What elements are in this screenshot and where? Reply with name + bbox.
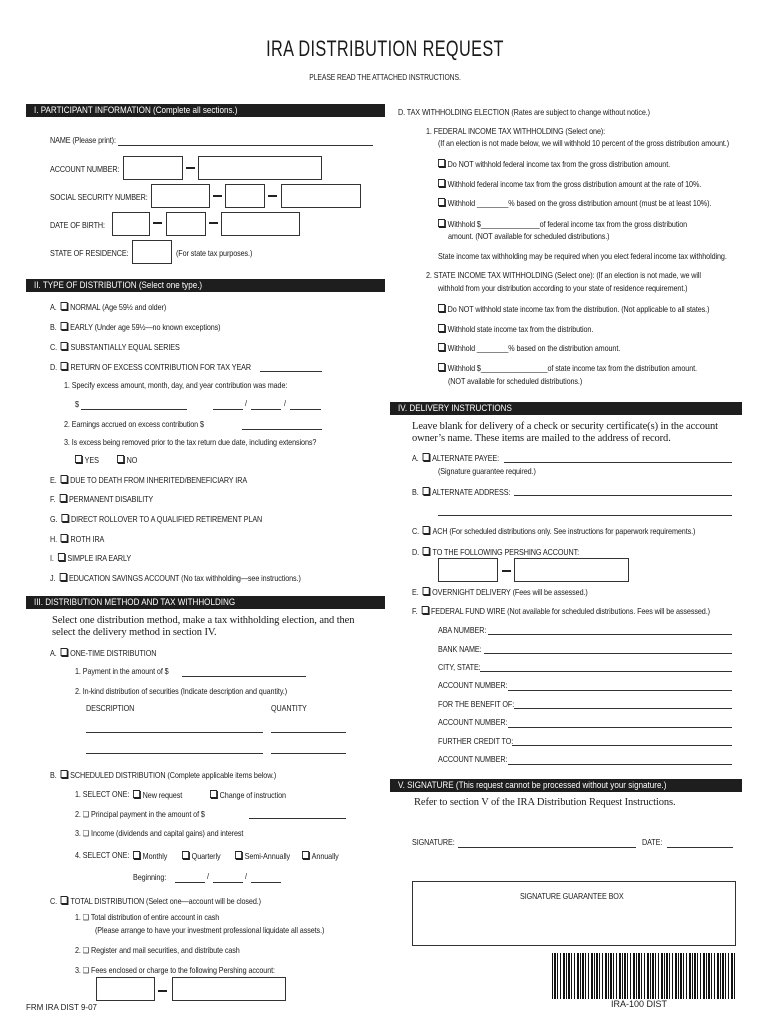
income-option[interactable]: 3. ❑ Income (dividends and capital gains) and interest	[75, 829, 244, 838]
section5-intro: Refer to section V of the IRA Distribution Request Instructions.	[414, 797, 676, 808]
pershing-account-option[interactable]: D. TO THE FOLLOWING PERSHING ACCOUNT:	[412, 548, 580, 557]
ach-option[interactable]: C. ACH (For scheduled distributions only. See instructions for paperwork requirements.)	[412, 527, 696, 536]
ssn-part2-box[interactable]	[225, 184, 265, 208]
checkbox-icon	[133, 851, 140, 859]
quantity-header: QUANTITY	[271, 704, 307, 713]
total-distribution-option[interactable]: C. TOTAL DISTRIBUTION (Select one—account will be closed.)	[50, 897, 261, 906]
signature-guarantee-label: SIGNATURE GUARANTEE BOX	[520, 892, 624, 901]
state-opt-dollar-note: (NOT available for scheduled distributions.)	[448, 377, 583, 386]
excess-month-field[interactable]	[213, 409, 243, 410]
dist-type-h[interactable]: H. ROTH IRA	[50, 535, 105, 544]
alternate-address-field-1[interactable]	[514, 495, 732, 496]
city-state-label: CITY, STATE:	[438, 663, 481, 672]
checkbox-icon	[438, 363, 445, 371]
section3-header: III. DISTRIBUTION METHOD AND TAX WITHHOLDING	[26, 596, 385, 609]
fees-account-prefix-box[interactable]	[96, 977, 155, 1001]
freq-semi-annually[interactable]: Semi-Annually	[235, 851, 290, 862]
fees-account-dash	[158, 990, 167, 992]
state-withholding-heading-2: withhold from your distribution according to your state of residence requirement.)	[438, 284, 688, 293]
frequency-label: 4. SELECT ONE:	[75, 851, 130, 860]
earnings-label: 2. Earnings accrued on excess contribution $	[64, 420, 204, 429]
description-header: DESCRIPTION	[86, 704, 135, 713]
checkbox-icon	[61, 342, 68, 350]
slash: /	[284, 399, 286, 408]
federal-withholding-note: (If an election is not made below, we will withhold 10 percent of the gross distribution amount.)	[438, 139, 730, 148]
change-instruction-option[interactable]: Change of instruction	[210, 790, 286, 801]
checkbox-icon	[59, 494, 66, 502]
fees-option[interactable]: 3. ❑ Fees enclosed or charge to the following Pershing account:	[75, 966, 275, 975]
state-opt-withhold[interactable]: Withhold state income tax from the distribution.	[438, 324, 593, 335]
ssn-part1-box[interactable]	[151, 184, 210, 208]
checkbox-icon	[438, 324, 445, 332]
pershing-dash	[502, 570, 511, 572]
checkbox-icon	[60, 770, 67, 778]
section1-header: I. PARTICIPANT INFORMATION (Complete all sections.)	[26, 104, 385, 117]
dist-type-g[interactable]: G. DIRECT ROLLOVER TO A QUALIFIED RETIREMENT PLAN	[50, 515, 263, 524]
checkbox-icon	[60, 648, 67, 656]
checkbox-icon	[210, 790, 217, 798]
payment-amount-field[interactable]	[182, 676, 306, 677]
bank-name-label: BANK NAME:	[438, 645, 482, 654]
beginning-label: Beginning:	[133, 873, 167, 882]
alternate-address-field-2[interactable]	[438, 515, 732, 516]
wire-account-label: ACCOUNT NUMBER:	[438, 681, 508, 690]
barcode-image	[552, 953, 736, 999]
excess-year-field[interactable]	[290, 409, 321, 410]
description-field-2[interactable]	[86, 753, 263, 754]
form-id-right: IRA-100 DIST	[611, 999, 668, 1009]
section3-intro: Select one distribution method, make a tax withholding election, and then select the delivery method in section IV.	[52, 615, 355, 639]
account-number-prefix-box[interactable]	[123, 156, 183, 180]
aba-number-label: ABA NUMBER:	[438, 626, 487, 635]
checkbox-icon	[117, 455, 124, 463]
liquidate-note: (Please arrange to have your investment professional liquidate all assets.)	[95, 926, 325, 935]
checkbox-icon	[59, 573, 66, 581]
dollar-sign: $	[75, 400, 79, 409]
checkbox-icon	[422, 453, 429, 461]
slash: /	[245, 399, 247, 408]
checkbox-icon	[438, 179, 445, 187]
ssn-dash-2	[268, 195, 277, 197]
state-opt-percent[interactable]: Withhold ________% based on the distribution amount.	[438, 343, 620, 354]
dist-type-b[interactable]: B. EARLY (Under age 59½—no known exceptions)	[50, 323, 221, 332]
freq-annually[interactable]: Annually	[302, 851, 339, 862]
slash: /	[245, 872, 247, 881]
benefit-account-label: ACCOUNT NUMBER:	[438, 718, 508, 727]
city-state-field[interactable]	[480, 671, 732, 672]
pershing-account-main-box[interactable]	[514, 558, 629, 582]
fed-fund-wire-option[interactable]: F. FEDERAL FUND WIRE (Not available for scheduled distributions. Fees will be assessed.)	[412, 607, 710, 616]
state-opt-no-withhold[interactable]: Do NOT withhold state income tax from the distribution. (Not applicable to all states.)	[438, 304, 709, 315]
checkbox-icon	[61, 896, 68, 904]
checkbox-icon	[302, 851, 309, 859]
in-kind-label: 2. In-kind distribution of securities (Indicate description and quantity.)	[75, 687, 288, 696]
signature-guarantee-box[interactable]	[412, 881, 736, 946]
further-credit-field[interactable]	[512, 745, 732, 746]
state-tax-note: (For state tax purposes.)	[176, 249, 253, 258]
benefit-of-label: FOR THE BENEFIT OF:	[438, 700, 515, 709]
checkbox-icon	[235, 851, 242, 859]
tax-withholding-heading: D. TAX WITHHOLDING ELECTION (Rates are subject to change without notice.)	[398, 108, 650, 117]
no-option[interactable]: NO	[117, 455, 137, 466]
dob-month-box[interactable]	[112, 212, 150, 236]
checkbox-icon	[61, 362, 68, 370]
overnight-delivery-option[interactable]: E. OVERNIGHT DELIVERY (Fees will be assessed.)	[412, 588, 588, 597]
state-withholding-heading: 2. STATE INCOME TAX WITHHOLDING (Select one): (If an election is not made, we will	[426, 271, 701, 280]
ssn-label: SOCIAL SECURITY NUMBER:	[50, 193, 148, 202]
one-time-distribution-option[interactable]: A. ONE-TIME DISTRIBUTION	[50, 649, 157, 658]
federal-withholding-heading: 1. FEDERAL INCOME TAX WITHHOLDING (Select one):	[426, 127, 606, 136]
signature-field[interactable]	[458, 847, 636, 848]
section2-header: II. TYPE OF DISTRIBUTION (Select one type.)	[26, 279, 385, 292]
credit-account-label: ACCOUNT NUMBER:	[438, 755, 508, 764]
credit-account-field[interactable]	[508, 764, 732, 765]
checkbox-icon	[423, 526, 430, 534]
dist-type-e[interactable]: E. DUE TO DEATH FROM INHERITED/BENEFICIARY IRA	[50, 476, 248, 485]
alternate-address-option[interactable]: B. ALTERNATE ADDRESS:	[412, 488, 511, 497]
total-cash-option[interactable]: 1. ❑ Total distribution of entire account in cash	[75, 913, 220, 922]
excess-day-field[interactable]	[251, 409, 281, 410]
date-label: DATE:	[642, 838, 663, 847]
fed-opt-percent[interactable]: Withhold ________% based on the gross distribution amount (must be at least 10%).	[438, 198, 711, 209]
alternate-payee-field[interactable]	[504, 462, 732, 463]
checkbox-icon	[60, 302, 67, 310]
ssn-part3-box[interactable]	[281, 184, 361, 208]
name-field[interactable]	[118, 145, 373, 146]
dist-type-f[interactable]: F. PERMANENT DISABILITY	[50, 495, 154, 504]
aba-number-field[interactable]	[488, 634, 732, 635]
checkbox-icon	[61, 534, 68, 542]
section4-header: IV. DELIVERY INSTRUCTIONS	[390, 402, 742, 415]
checkbox-icon	[423, 547, 430, 555]
quantity-field-2[interactable]	[271, 753, 346, 754]
excess-amount-instruction: 1. Specify excess amount, month, day, and year contribution was made:	[64, 381, 288, 390]
payment-amount-label: 1. Payment in the amount of $	[75, 667, 169, 676]
excess-removed-question: 3. Is excess being removed prior to the tax return due date, including extensions?	[64, 438, 317, 447]
quantity-field-1[interactable]	[271, 732, 346, 733]
bank-name-field[interactable]	[484, 653, 732, 654]
freq-monthly[interactable]: Monthly	[133, 851, 167, 862]
principal-amount-field[interactable]	[249, 818, 346, 819]
state-residence-label: STATE OF RESIDENCE:	[50, 249, 129, 258]
dist-type-j[interactable]: J. EDUCATION SAVINGS ACCOUNT (No tax withholding—see instructions.)	[50, 574, 301, 583]
checkbox-icon	[438, 343, 445, 351]
fed-opt-no-withhold[interactable]: Do NOT withhold federal income tax from the gross distribution amount.	[438, 159, 670, 170]
earnings-field[interactable]	[242, 429, 322, 430]
pershing-account-prefix-box[interactable]	[438, 558, 498, 582]
account-number-main-box[interactable]	[198, 156, 322, 180]
yes-option[interactable]: YES	[75, 455, 99, 466]
dob-label: DATE OF BIRTH:	[50, 221, 105, 230]
register-mail-option[interactable]: 2. ❑ Register and mail securities, and distribute cash	[75, 946, 240, 955]
new-request-option[interactable]: New request	[133, 790, 182, 801]
state-opt-dollar[interactable]: Withhold $_________________of state income tax from the distribution amount.	[438, 363, 697, 374]
signature-guarantee-note: (Signature guarantee required.)	[438, 467, 536, 476]
slash: /	[207, 872, 209, 881]
begin-day-field[interactable]	[213, 882, 243, 883]
begin-year-field[interactable]	[251, 882, 281, 883]
account-number-label: ACCOUNT NUMBER:	[50, 165, 120, 174]
dob-dash-2	[209, 222, 218, 224]
checkbox-icon	[421, 606, 428, 614]
fed-opt-dollar-note: amount. (NOT available for scheduled distributions.)	[448, 232, 610, 241]
checkbox-icon	[438, 198, 445, 206]
principal-payment-option[interactable]: 2. ❑ Principal payment in the amount of $	[75, 810, 205, 819]
fees-account-main-box[interactable]	[172, 977, 286, 1001]
checkbox-icon	[133, 790, 140, 798]
name-label: NAME (Please print):	[50, 136, 116, 145]
form-id-left: FRM IRA DIST 9-07	[26, 1003, 97, 1012]
checkbox-icon	[422, 587, 429, 595]
begin-month-field[interactable]	[175, 882, 205, 883]
date-field[interactable]	[667, 847, 733, 848]
checkbox-icon	[60, 475, 67, 483]
dob-year-box[interactable]	[221, 212, 300, 236]
tax-year-field[interactable]	[260, 371, 322, 372]
checkbox-icon	[438, 304, 445, 312]
checkbox-icon	[60, 322, 67, 330]
benefit-of-field[interactable]	[514, 708, 732, 709]
freq-quarterly[interactable]: Quarterly	[182, 851, 221, 862]
benefit-account-field[interactable]	[508, 727, 732, 728]
state-residence-box[interactable]	[132, 240, 172, 264]
checkbox-icon	[182, 851, 189, 859]
ssn-dash-1	[213, 195, 222, 197]
dist-type-i[interactable]: I. SIMPLE IRA EARLY	[50, 554, 132, 563]
scheduled-distribution-option[interactable]: B. SCHEDULED DISTRIBUTION (Complete applicable items below.)	[50, 771, 277, 780]
description-field-1[interactable]	[86, 732, 263, 733]
dist-type-a[interactable]: A. NORMAL (Age 59½ and older)	[50, 303, 167, 312]
section4-intro: Leave blank for delivery of a check or security certificate(s) in the account owner’s name. These items are mailed to the address of record.	[412, 421, 718, 445]
account-dash	[186, 167, 195, 169]
checkbox-icon	[61, 514, 68, 522]
dob-day-box[interactable]	[166, 212, 206, 236]
checkbox-icon	[438, 159, 445, 167]
checkbox-icon	[75, 455, 82, 463]
fed-opt-10-percent[interactable]: Withhold federal income tax from the gross distribution amount at the rate of 10%.	[438, 179, 701, 190]
dob-dash-1	[153, 222, 162, 224]
further-credit-label: FURTHER CREDIT TO:	[438, 737, 514, 746]
dist-type-d[interactable]: D. RETURN OF EXCESS CONTRIBUTION FOR TAX YEAR	[50, 363, 252, 372]
page-subtitle: PLEASE READ THE ATTACHED INSTRUCTIONS.	[309, 72, 461, 82]
fed-opt-dollar[interactable]: Withhold $_______________of federal income tax from the gross distribution	[438, 219, 687, 230]
dist-type-c[interactable]: C. SUBSTANTIALLY EQUAL SERIES	[50, 343, 180, 352]
checkbox-icon	[422, 487, 429, 495]
alternate-payee-option[interactable]: A. ALTERNATE PAYEE:	[412, 454, 500, 463]
select-one-label: 1. SELECT ONE:	[75, 790, 130, 799]
checkbox-icon	[58, 553, 65, 561]
page-title: IRA DISTRIBUTION REQUEST	[266, 36, 504, 61]
signature-label: SIGNATURE:	[412, 838, 455, 847]
state-withholding-note: State income tax withholding may be required when you elect federal income tax withholding.	[438, 252, 727, 261]
section5-header: V. SIGNATURE (This request cannot be processed without your signature.)	[390, 779, 742, 792]
checkbox-icon	[438, 219, 445, 227]
wire-account-field[interactable]	[508, 690, 732, 691]
excess-amount-field[interactable]	[81, 409, 187, 410]
